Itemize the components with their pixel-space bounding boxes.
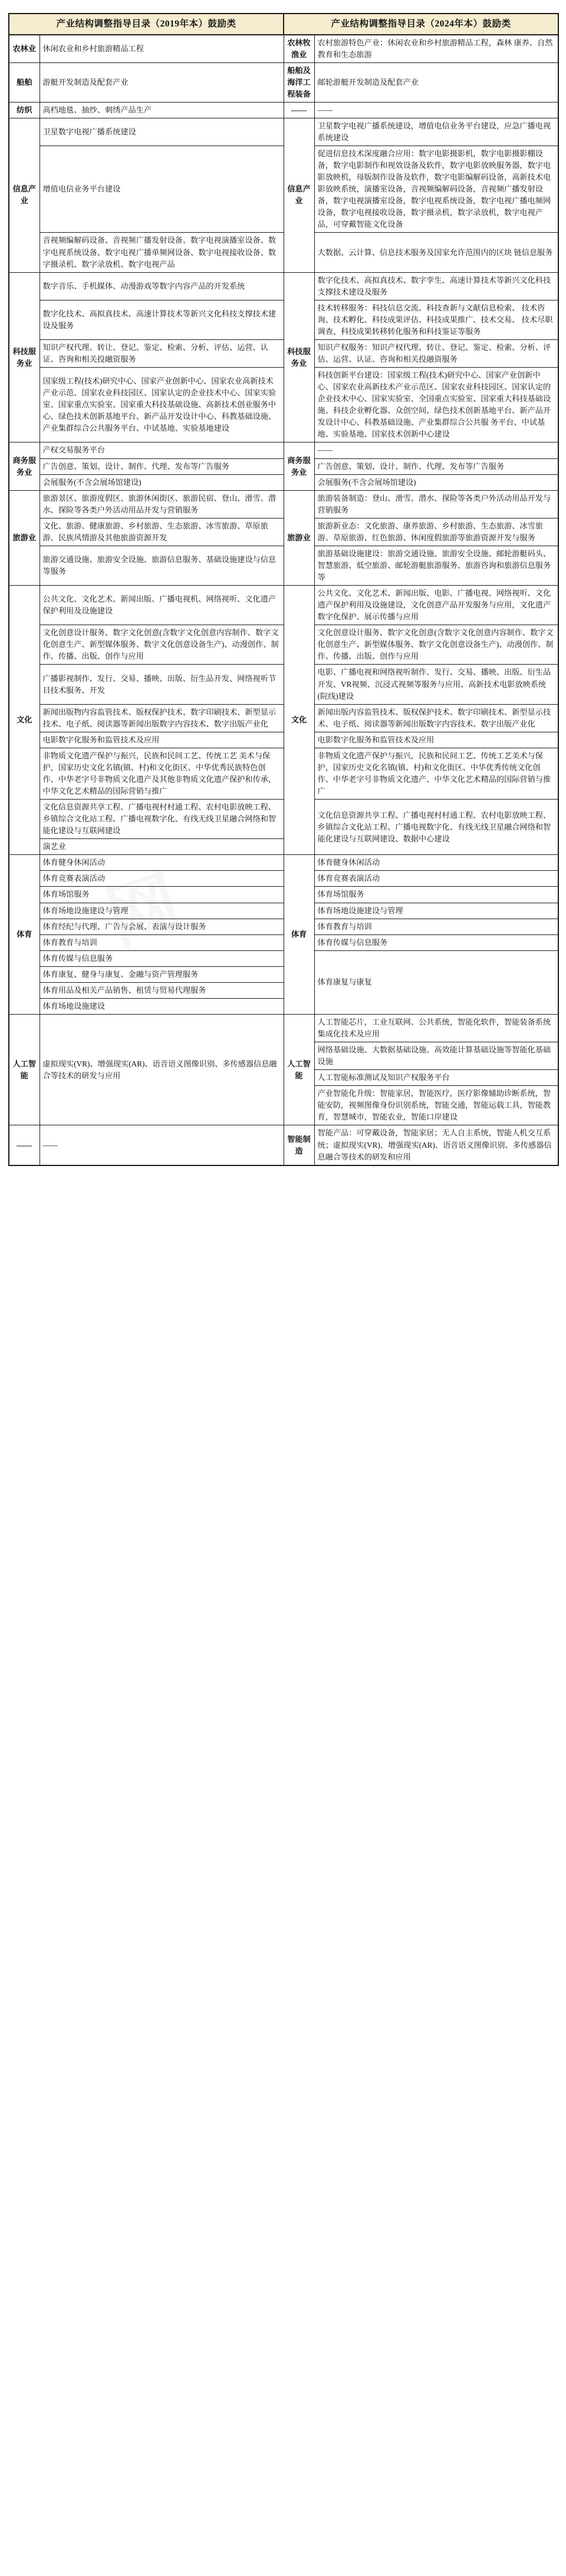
entry-cell-2019: 新闻出版物内容监管技术、版权保护技术、数字印刷技术、新型显示技术、电子纸、阅读器等新闻出版数字内容技术、数字出版产业化 [40, 704, 284, 732]
entry-cell-2024: —— [314, 442, 558, 458]
entry-cell-2024: 电影数字化服务和监管技术及应用 [314, 732, 558, 748]
table-row [9, 62, 558, 102]
entry-cell-2024: 知识产权服务：知识产权代理、转让、登记、鉴定、检索、分析、评估、运营、认证、咨询和相关投融资服务 [314, 339, 558, 367]
category-cell-2024: 文化 [284, 586, 314, 855]
entry-cell-2024: 旅游装备制造：登山、滑雪、潜水、探险等各类户外活动用品开发与营销服务 [314, 490, 558, 518]
entry-cell-2024: 邮轮游艇开发制造及配套产业 [314, 62, 558, 102]
comparison-table [8, 13, 559, 1166]
entry-cell-2019: 体育竞赛表演活动 [40, 871, 284, 887]
category-cell-2019: 纺织 [9, 102, 40, 118]
category-cell-2024: 人工智能 [284, 1014, 314, 1125]
category-cell-2019: 旅游业 [9, 490, 40, 585]
entry-cell-2019: 体育传媒与信息服务 [40, 950, 284, 966]
table-row [9, 855, 558, 871]
entry-cell-2024: —— [314, 102, 558, 118]
entry-cell-2024: 公共文化、文化艺术、新闻出版、电影、广播电视、网络视听、文化遗产保护利用及设施建设，文化创意产品开发服务与应用，文化遗产数字化保护、展示传播与应用 [314, 586, 558, 625]
entry-cell-2019: 旅游交通设施、旅游安全设施、旅游信息服务、基础设施建设与信息等服务 [40, 546, 284, 585]
table-row [9, 35, 558, 63]
entry-cell-2024: 非物质文化遗产保护与振兴，民族和民间工艺、传统工艺美术与保护，国家历史文化名镇(镇、村)和文化街区、中华优秀传统文化创作、中华老字号非物质文化遗产、中华文化艺术精品的国际营销与推广 [314, 748, 558, 799]
entry-cell-2024: 人工智能芯片，工业互联网、公共系统，智能化软件，智能装备系统集成化技术及应用 [314, 1014, 558, 1042]
table-row [9, 272, 558, 300]
category-cell-2024: 智能制造 [284, 1125, 314, 1165]
category-cell-2019: 文化 [9, 586, 40, 855]
table-row [9, 586, 558, 625]
entry-cell-2019: 演艺业 [40, 839, 284, 855]
entry-cell-2019: 休闲农业和乡村旅游精品工程 [40, 35, 284, 63]
category-cell-2019: 农林业 [9, 35, 40, 63]
entry-cell-2019: 文化、旅游、健康旅游、乡村旅游、生态旅游、冰雪旅游、草原旅游、民族风情游及其他旅游资源开发 [40, 518, 284, 546]
entry-cell-2019: 高档地毯、抽纱、刺绣产品生产 [40, 102, 284, 118]
category-cell-2024: 旅游业 [284, 490, 314, 585]
table-row [9, 1014, 558, 1042]
entry-cell-2024: 农村旅游特色产业：休闲农业和乡村旅游精品工程，森林 康养、自然教育和生态旅游 [314, 35, 558, 63]
entry-cell-2019: 广播影视制作、发行、交易、播映、出版、衍生品开发、网络视听节目技术服务、开发 [40, 665, 284, 704]
entry-cell-2019: 电影数字化服务和监管技术及应用 [40, 732, 284, 748]
category-cell-2024: 信息产业 [284, 118, 314, 272]
entry-cell-2019: 音视频编解码设备、音视频广播发射设备、数字电视演播室设备、数字电视系统设备、数字电视广播单频网设备、数字电视接收设备、数字摄录机、数字录放机、数字电视产品 [40, 233, 284, 272]
category-cell-2024: 船舶及海洋工程装备 [284, 62, 314, 102]
category-cell-2019: 体育 [9, 855, 40, 1015]
entry-cell-2019: 文化信息资源共享工程、广播电视村村通工程、农村电影放映工程、乡镇综合文化站工程、广播电视数字化、有线无线卫星融合网络和智能化建设与互联网建设 [40, 800, 284, 839]
entry-cell-2024: 文化创意设计服务、数字文化创意(含数字文化创意内容制作、数字文化创意生产、新型媒体服务、数字文化创意设备生产)、动漫创作、制作、传播、出版、创作与应用 [314, 625, 558, 665]
category-cell-2024: 商务服务业 [284, 442, 314, 490]
entry-cell-2019: 数字化技术、高拟真技术、高速计算技术等新兴文化科技支撑技术建设及服务 [40, 300, 284, 339]
entry-cell-2019: 体育场地设施建设 [40, 998, 284, 1014]
entry-cell-2019: —— [40, 1125, 284, 1165]
entry-cell-2024: 体育教育与培训 [314, 919, 558, 934]
entry-cell-2024: 旅游基础设施建设：旅游交通设施、旅游安全设施、邮轮游艇码头、智慧旅游、低空旅游、邮轮游艇旅游服务、旅游咨询和旅游信息服务等 [314, 546, 558, 585]
entry-cell-2019: 卫星数字电视广播系统建设 [40, 118, 284, 146]
entry-cell-2024: 产业智能化升级：智能家居，智能医疗，医疗影像辅助诊断系统，智能安防，视频图像身份识别系统，智能交通，智能运载工具，智能教育，智慧城市，智能农业，智能口岸建设 [314, 1086, 558, 1125]
entry-cell-2019: 体育场馆服务 [40, 887, 284, 903]
header-2024: 产业结构调整指导目录（2024年本）鼓励类 [284, 14, 558, 35]
table-row [9, 118, 558, 146]
table-header [9, 14, 558, 35]
entry-cell-2024: 网络基础设施、大数据基础设施、高效能计算基础设施等智能化基础设施 [314, 1042, 558, 1070]
category-cell-2024: 科技服务业 [284, 272, 314, 442]
entry-cell-2019: 会展服务(不含会展场馆建设) [40, 474, 284, 490]
table-row [9, 1125, 558, 1165]
entry-cell-2019: 体育用品及相关产品销售、租赁与贸易代理服务 [40, 982, 284, 998]
entry-cell-2024: 数字化技术、高拟真技术、数字孪生、高速计算技术等新兴文化科技支撑技术建设及服务 [314, 272, 558, 300]
header-2019: 产业结构调整指导目录（2019年本）鼓励类 [9, 14, 284, 35]
entry-cell-2024: 体育康复与康复 [314, 950, 558, 1014]
entry-cell-2024: 技术转移服务：科技信息交流、科技查新与文献信息检索、 技术咨询、技术孵化、科技成果评估、科技成果推广、技术交易、 技术尽职调查、科技成果转移转化服务和科技鉴证等服务 [314, 300, 558, 339]
entry-cell-2019: 旅游景区、旅游度假区、旅游休闲街区、旅游民宿、登山、滑雪、潜水、探险等各类户外活动用品开发与营销服务 [40, 490, 284, 518]
entry-cell-2019: 产权交易服务平台 [40, 442, 284, 458]
table-row [9, 442, 558, 458]
category-cell-2024: 农林牧渔业 [284, 35, 314, 63]
entry-cell-2019: 数字音乐、手机媒体、动漫游戏等数字内容产品的开发系统 [40, 272, 284, 300]
entry-cell-2019: 文化创意设计服务、数字文化创意(含数字文化创意内容制作、数字文化创意生产、新型媒体服务、数字文化创意设备生产)、动漫创作、制作、传播、出版、创作与应用 [40, 625, 284, 665]
entry-cell-2019: 体育康复、健身与康复、金融与资产管理服务 [40, 966, 284, 982]
entry-cell-2024: 人工智能标准测试及知识产权服务平台 [314, 1070, 558, 1086]
category-cell-2019: 信息产业 [9, 118, 40, 272]
category-cell-2019: 商务服务业 [9, 442, 40, 490]
entry-cell-2024: 卫星数字电视广播系统建设，增值电信业务平台建设，应急广播电视系统建设 [314, 118, 558, 146]
entry-cell-2019: 体育教育与培训 [40, 934, 284, 950]
entry-cell-2024: 体育健身休闲活动 [314, 855, 558, 871]
entry-cell-2024: 促进信息技术深度融合应用：数字电影摄影机，数字电影摄影棚设备，数字电影制作和视效设备及软件，数字电影放映服务器，数字电影放映机，母版制作设备及软件，数字电影编解码设备，高新技术电影放映系统，演播室设备，音视频编解码设备，音视频广播发射设备，数字电视演播室设备，数字电视系统设备，数字电视广播电频网设备，数字电视接收设备，数字摄录机，数字录放机，数字电视产品，可穿戴智能文化设备 [314, 146, 558, 233]
entry-cell-2019: 知识产权代理、转让、登记、鉴定、检索、分析、评估、运营、认证、咨询和相关投融资服务 [40, 339, 284, 367]
entry-cell-2024: 科技创新平台建设：国家级工程(技术)研究中心、国家产业创新中心、国家农业高新技术产业示范区、国家农业科技园区、国家认定的企业技术中心、国家实验室、全国重点实验室、国家重大科技基础设施、科技企业孵化器、众创空间、绿色技术创新基地平台、新产品开发设计中心、科教基础设施、产业集群综合公共服 务平台、中试基地、实验基地、国家技术创新中心建设 [314, 368, 558, 442]
entry-cell-2019: 增值电信业务平台建设 [40, 146, 284, 233]
entry-cell-2024: 广告创意、策划、设计、制作、代理、发布等广告服务 [314, 458, 558, 474]
entry-cell-2024: 新闻出版内容监管技术、版权保护技术、数字印刷技术、新型显示技术、电子纸、阅读器等新闻出版数字内容技术、数字出版产业化 [314, 704, 558, 732]
entry-cell-2024: 智能产品：可穿戴设备，智能家居；无人自主系统，智能人机交互系统；虚拟现实(VR)、增强现实(AR)、语音语义图像识别、多传感器信息融合等技术的研发和应用 [314, 1125, 558, 1165]
category-cell-2019: 船舶 [9, 62, 40, 102]
entry-cell-2019: 体育经纪与代理、广告与会展、表演与设计服务 [40, 919, 284, 934]
entry-cell-2024: 会展服务(不含会展场馆建设) [314, 474, 558, 490]
entry-cell-2024: 旅游新业态：文化旅游、康养旅游、乡村旅游、生态旅游、冰雪旅游、草原旅游、红色旅游、休闲度假旅游等旅游资源开发与服务 [314, 518, 558, 546]
entry-cell-2019: 广告创意、策划、设计、制作、代理、发布等广告服务 [40, 458, 284, 474]
entry-cell-2024: 体育传媒与信息服务 [314, 934, 558, 950]
entry-cell-2019: 公共文化、文化艺术、新闻出版、广播电视机、网络视听、文化遗产保护利用及设施建设 [40, 586, 284, 625]
table-row [9, 102, 558, 118]
entry-cell-2024: 文化信息资源共享工程、广播电视村村通工程、农村电影放映工程、乡镇综合文化站工程、广播电视数字化、有线无线卫星融合网络和智能化建设与互联网建设、数据中心建设 [314, 800, 558, 855]
entry-cell-2024: 体育场馆服务 [314, 887, 558, 903]
entry-cell-2024: 电影、广播电视和网络视听制作、发行、交易、播映、出版、衍生品开发、VR视频、沉浸式视频等服务与应用、高新技术电影放映系统(院线)建设 [314, 665, 558, 704]
category-cell-2019: 科技服务业 [9, 272, 40, 442]
entry-cell-2019: 国家级工程(技术)研究中心、国家产业创新中心、国家农业高新技术产业示范、国家农业科技园区、国家认定的企业技术中心、国家实验室、国家重点实验室、国家重大科技基础设施、高新技术创业服务中心、绿色技术创新基地平台、新产品开发设计中心、科教基础设施、产业集群综合公共服务平台、中试基地、实验基地建设 [40, 368, 284, 442]
category-cell-2019: —— [9, 1125, 40, 1165]
entry-cell-2019: 体育健身休闲活动 [40, 855, 284, 871]
entry-cell-2019: 体育场地设施建设与管理 [40, 903, 284, 919]
entry-cell-2024: 体育竞赛表演活动 [314, 871, 558, 887]
entry-cell-2019: 游艇开发制造及配套产业 [40, 62, 284, 102]
category-cell-2019: 人工智能 [9, 1014, 40, 1125]
table-row [9, 490, 558, 518]
entry-cell-2019: 非物质文化遗产保护与振兴，民族和民间工艺、传统工艺 美术与保护，国家历史文化名镇(镇、村)和文化街区、中华优秀民族特色创作、中华老字号非物质文化遗产及其他非物质文化遗产保护和传承，中华文化艺术精品的国际营销与推广 [40, 748, 284, 799]
entry-cell-2024: 体育场地设施建设与管理 [314, 903, 558, 919]
entry-cell-2024: 大数据、云计算、信息技术服务及国家允许范围内的区块 链信息服务 [314, 233, 558, 272]
entry-cell-2019: 虚拟现实(VR)、增强现实(AR)、语音语义图像识别、多传感器信息融合等技术的研发与应用 [40, 1014, 284, 1125]
category-cell-2024: —— [284, 102, 314, 118]
table-body [9, 35, 558, 1165]
category-cell-2024: 体育 [284, 855, 314, 1015]
